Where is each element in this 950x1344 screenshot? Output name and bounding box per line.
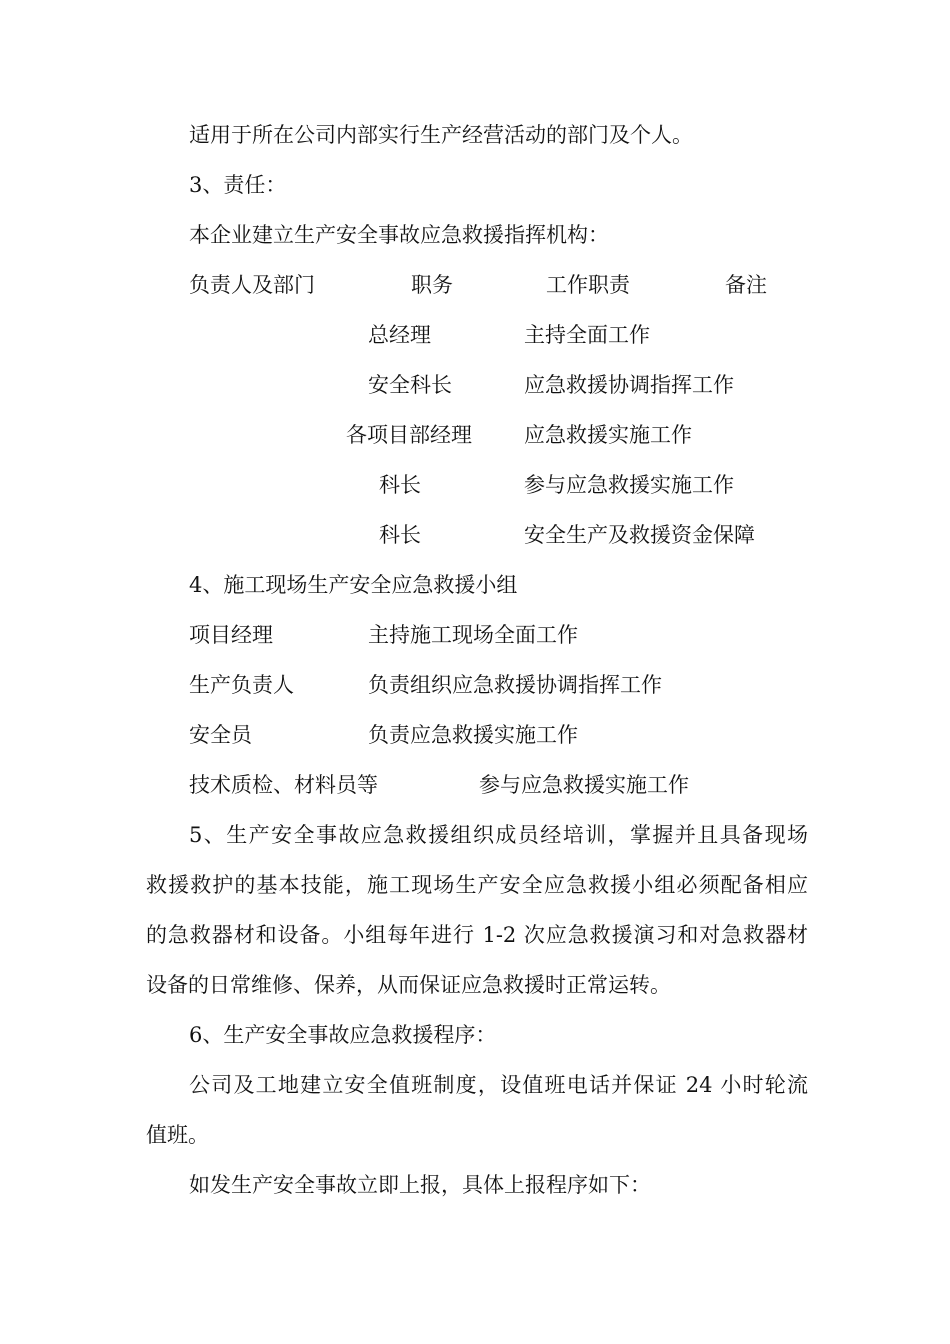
team-role: 生产负责人	[189, 673, 294, 697]
team-duty: 负责应急救援实施工作	[368, 723, 578, 747]
section4-heading: 4、施工现场生产安全应急救援小组	[189, 573, 518, 597]
section3-intro: 本企业建立生产安全事故应急救援指挥机构：	[189, 223, 609, 247]
team-duty: 负责组织应急救援协调指挥工作	[368, 673, 662, 697]
section6-heading: 6、生产安全事故应急救援程序：	[189, 1023, 497, 1047]
paragraph-line: 5、生产安全事故应急救援组织成员经培训，掌握并且具备现场	[189, 823, 808, 847]
section3-heading: 3、责任：	[189, 173, 287, 197]
table-row-duty: 主持全面工作	[524, 323, 650, 347]
team-role: 安全员	[189, 723, 252, 747]
team-role: 技术质检、材料员等	[189, 773, 378, 797]
paragraph-line: 设备的日常维修、保养，从而保证应急救援时正常运转。	[146, 973, 671, 997]
team-role: 项目经理	[189, 623, 273, 647]
team-duty: 参与应急救援实施工作	[479, 773, 689, 797]
team-duty: 主持施工现场全面工作	[368, 623, 578, 647]
table-row-duty: 应急救援协调指挥工作	[524, 373, 734, 397]
table-row-position: 科长	[379, 473, 421, 497]
table-row-position: 各项目部经理	[346, 423, 472, 447]
paragraph-line: 救援救护的基本技能，施工现场生产安全应急救援小组必须配备相应	[146, 873, 808, 897]
table-row-position: 安全科长	[368, 373, 452, 397]
paragraph-line: 公司及工地建立安全值班制度，设值班电话并保证 24 小时轮流	[189, 1073, 808, 1097]
table-row-position: 科长	[379, 523, 421, 547]
table-header-position: 职务	[411, 273, 453, 297]
table-row-duty: 安全生产及救援资金保障	[524, 523, 755, 547]
table-row-position: 总经理	[368, 323, 431, 347]
section6-report: 如发生产安全事故立即上报，具体上报程序如下：	[189, 1173, 651, 1197]
paragraph-line: 值班。	[146, 1123, 209, 1147]
table-header-remark: 备注	[725, 273, 767, 297]
table-row-duty: 参与应急救援实施工作	[524, 473, 734, 497]
paragraph-line: 的急救器材和设备。小组每年进行 1-2 次应急救援演习和对急救器材	[146, 923, 808, 947]
table-header-duty: 工作职责	[546, 273, 630, 297]
table-row-duty: 应急救援实施工作	[524, 423, 692, 447]
scope-line: 适用于所在公司内部实行生产经营活动的部门及个人。	[189, 123, 693, 147]
table-header-person: 负责人及部门	[189, 273, 315, 297]
